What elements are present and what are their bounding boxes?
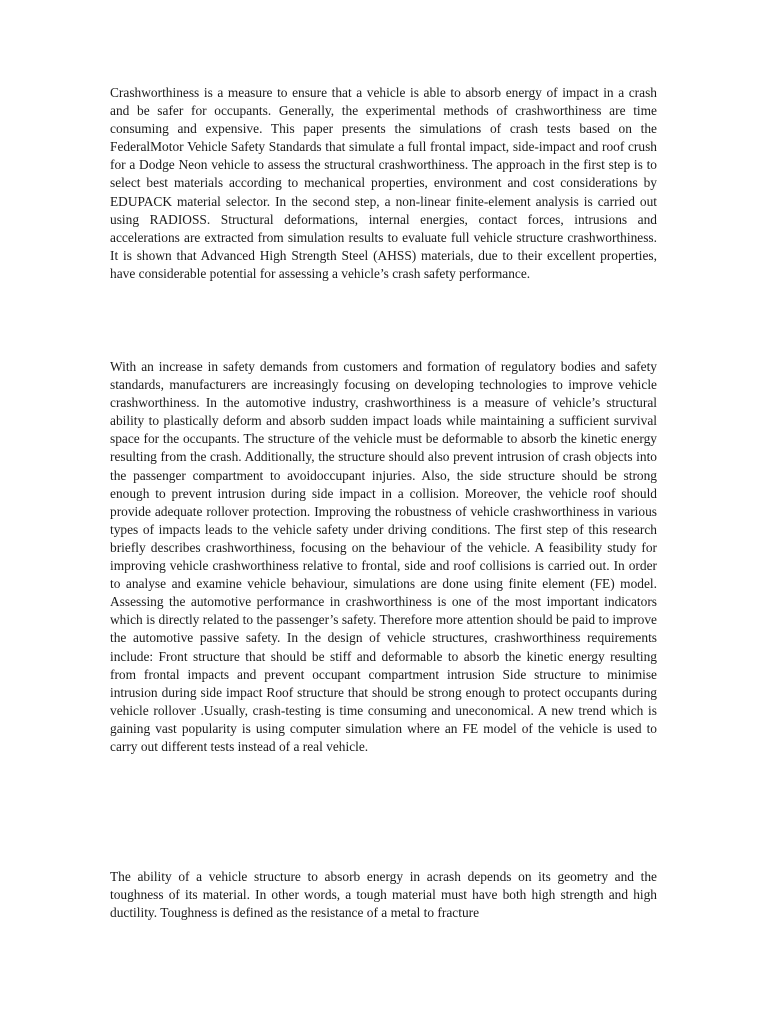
material-paragraph: The ability of a vehicle structure to absorb energy in acrash depends on its geometry and the toughness of its material. In other words, a tough material must have both high strength and high ductility. Toughness is defined as the resistance of a metal to fracture	[110, 869, 657, 921]
abstract-paragraph: Crashworthiness is a measure to ensure that a vehicle is able to absorb energy of impact in a crash and be safer for occupants. Generally, the experimental methods of crashworthiness are time consuming and expensive. This paper presents the simulations of crash tests based on the FederalMotor Vehicle Safety Standards that simulate a full frontal impact, side-impact and roof crush for a Dodge Neon vehicle to assess the structural crashworthiness. The approach in the first step is to select best materials according to mechanical properties, environment and cost considerations by EDUPACK material selector. In the second step, a non-linear finite-element analysis is carried out using RADIOSS. Structural deformations, internal energies, contact forces, intrusions and accelerations are extracted from simulation results to evaluate full vehicle structure crashworthiness. It is shown that Advanced High Strength Steel (AHSS) materials, due to their excellent properties, have considerable potential for assessing a vehicle’s crash safety performance.	[110, 85, 657, 281]
introduction-paragraph: With an increase in safety demands from customers and formation of regulatory bodies and safety standards, manufacturers are increasingly focusing on developing technologies to improve vehicle crashworthiness. In the automotive industry, crashworthiness is a measure of vehicle’s structural ability to plastically deform and absorb sudden impact loads while maintaining a sufficient survival space for the occupants. The structure of the vehicle must be deformable to absorb the kinetic energy resulting from the crash. Additionally, the structure should also prevent intrusion of crash objects into the passenger compartment to avoidoccupant injuries. Also, the side structure should be strong enough to prevent intrusion during side impact in a collision. Moreover, the vehicle roof should provide adequate rollover protection. Improving the robustness of vehicle crashworthiness in various types of impacts leads to the vehicle safety under driving conditions. The first step of this research briefly describes crashworthiness, focusing on the behaviour of the vehicle. A feasibility study for improving vehicle crashworthiness relative to frontal, side and roof collisions is carried out. In order to analyse and examine vehicle behaviour, simulations are done using finite element (FE) model. Assessing the automotive performance in crashworthiness is one of the most important indicators which is directly related to the passenger’s safety. Therefore more attention should be paid to improve the automotive passive safety. In the design of vehicle structures, crashworthiness requirements include: Front structure that should be stiff and deformable to absorb the kinetic energy resulting from frontal impacts and prevent occupant compartment intrusion Side structure to minimise intrusion during side impact Roof structure that should be strong enough to protect occupants during vehicle rollover .Usually, crash-testing is time consuming and uneconomical. A new trend which is gaining vast popularity is using computer simulation where an FE model of the vehicle is used to carry out different tests instead of a real vehicle.	[110, 359, 657, 754]
